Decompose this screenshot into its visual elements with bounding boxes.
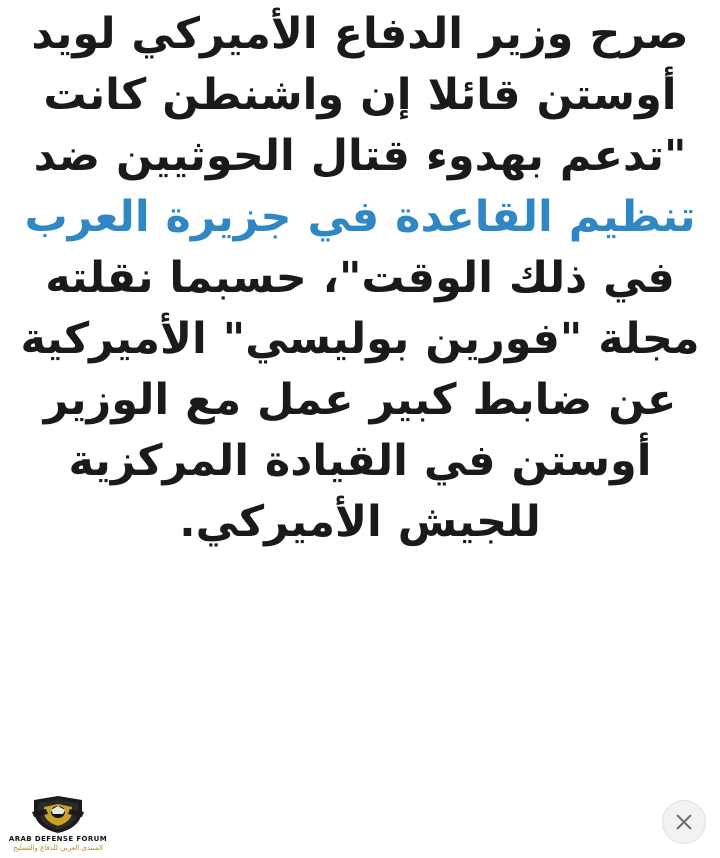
watermark-subtitle: المنتدى العربي للدفاع والتسليح [13, 844, 103, 852]
eagle-shield-emblem-icon [30, 794, 86, 834]
watermark-title: ARAB DEFENSE FORUM [8, 835, 108, 843]
article-text-run: في ذلك الوقت"، حسبما نقلته مجلة "فورين بوليسي" الأميركية عن ضابط كبير عمل مع الوزير أوستن في القيادة المركزية للجيش الأميركي. [20, 253, 700, 548]
article-link[interactable]: تنظيم القاعدة في جزيرة العرب [24, 192, 696, 243]
article-text-run: صرح وزير الدفاع الأميركي لويد أوستن قائلا إن واشنطن كانت "تدعم بهدوء قتال الحوثيين ضد [31, 9, 689, 182]
close-button[interactable] [662, 800, 706, 844]
watermark-logo [6, 782, 110, 852]
close-icon [674, 812, 694, 832]
